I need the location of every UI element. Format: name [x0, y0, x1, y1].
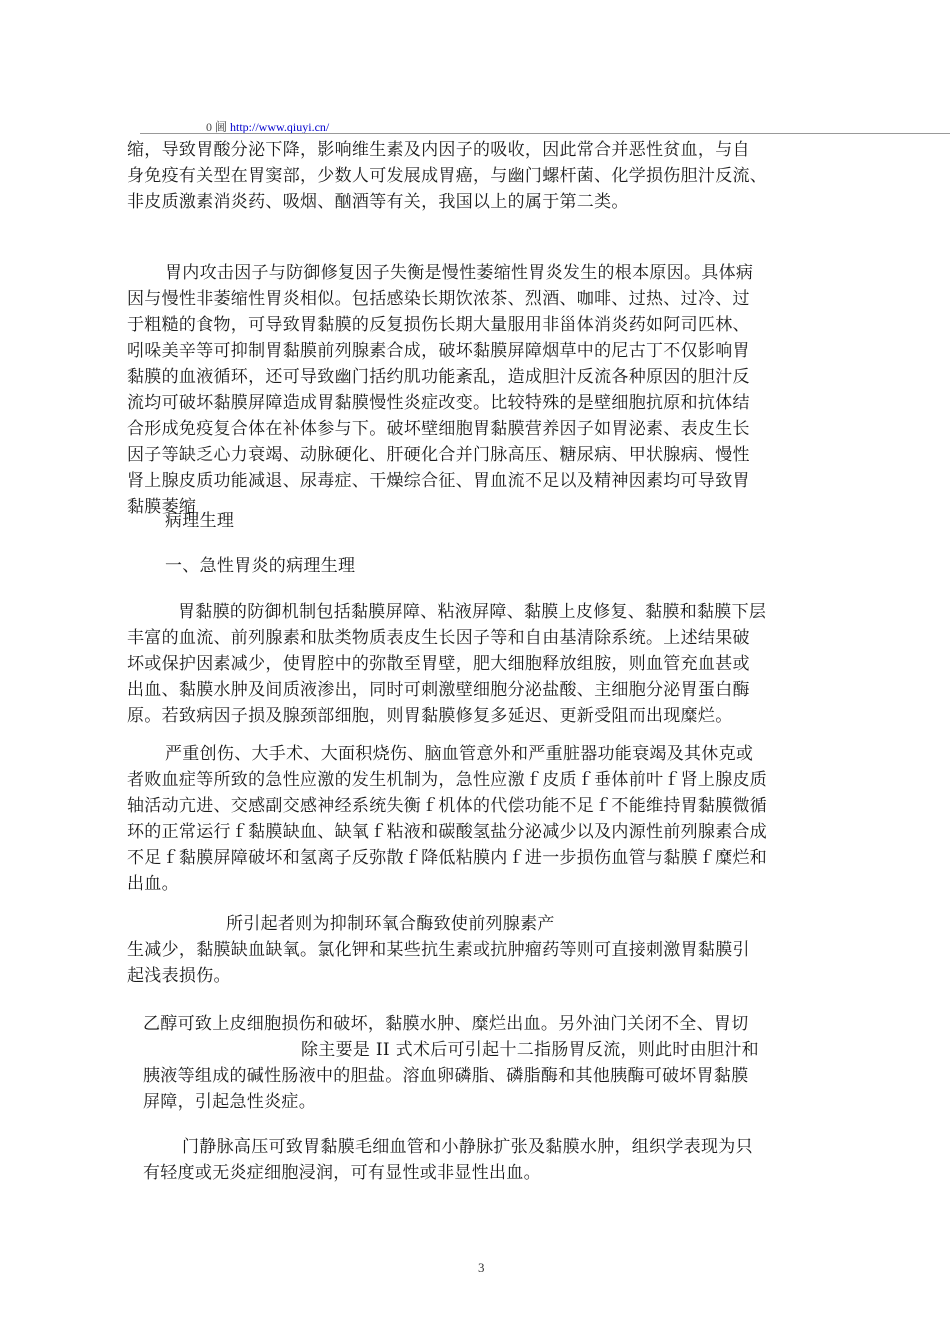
body-line: 胃内攻击因子与防御修复因子失衡是慢性萎缩性胃炎发生的根本原因。具体病 — [165, 263, 754, 283]
body-line: 所引起者则为抑制环氧合酶致使前列腺素产 — [226, 914, 555, 934]
body-line: 轴活动亢进、交感副交感神经系统失衡ｆ机体的代偿功能不足ｆ不能维持胃黏膜微循 — [127, 796, 768, 816]
body-line: 身免疫有关型在胃窦部，少数人可发展成胃癌，与幽门螺杆菌、化学损伤胆汁反流、 — [127, 166, 768, 186]
body-line: 除主要是 II 式术后可引起十二指肠胃反流，则此时由胆汁和 — [301, 1040, 759, 1060]
section-heading: 病理生理 — [165, 511, 235, 531]
body-line: 门静脉高压可致胃黏膜毛细血管和小静脉扩张及黏膜水肿，组织学表现为只 — [182, 1137, 753, 1157]
body-line: 出血、黏膜水肿及间质液渗出，同时可刺激壁细胞分泌盐酸、主细胞分泌胃蛋白酶 — [127, 680, 750, 700]
body-line: 因与慢性非萎缩性胃炎相似。包括感染长期饮浓茶、烈酒、咖啡、过热、过冷、过 — [127, 289, 750, 309]
header-prefix: 0 阃 — [206, 120, 228, 134]
body-line: 者败血症等所致的急性应激的发生机制为，急性应激ｆ皮质ｆ垂体前叶ｆ肾上腺皮质 — [127, 770, 768, 790]
body-line: 乙醇可致上皮细胞损伤和破坏，黏膜水肿、糜烂出血。另外油门关闭不全、胃切 — [143, 1014, 749, 1034]
body-line: 黏膜的血液循环，还可导致幽门括约肌功能紊乱，造成胆汁反流各种原因的胆汁反 — [127, 367, 750, 387]
body-line: 胃黏膜的防御机制包括黏膜屏障、粘液屏障、黏膜上皮修复、黏膜和黏膜下层 — [178, 602, 767, 622]
page-number: 3 — [478, 1260, 485, 1275]
body-line: 坏或保护因素减少，使胃腔中的弥散至胃壁，肥大细胞释放组胺，则血管充血甚或 — [127, 654, 750, 674]
body-line: 黏膜萎缩 — [127, 497, 197, 517]
body-line: 屏障，引起急性炎症。 — [143, 1092, 316, 1112]
subsection-heading: 一、急性胃炎的病理生理 — [165, 556, 356, 576]
body-line: 吲哚美辛等可抑制胃黏膜前列腺素合成，破坏黏膜屏障烟草中的尼古丁不仅影响胃 — [127, 341, 750, 361]
body-line: 流均可破坏黏膜屏障造成胃黏膜慢性炎症改变。比较特殊的是壁细胞抗原和抗体结 — [127, 393, 750, 413]
body-line: 有轻度或无炎症细胞浸润，可有显性或非显性出血。 — [143, 1163, 541, 1183]
body-line: 出血。 — [127, 874, 179, 894]
body-line: 缩，导致胃酸分泌下降，影响维生素及内因子的吸收，因此常合并恶性贫血，与自 — [127, 140, 750, 160]
body-line: 起浅表损伤。 — [127, 966, 231, 986]
body-line: 非皮质激素消炎药、吸烟、酗酒等有关，我国以上的属于第二类。 — [127, 192, 629, 212]
body-line: 生减少，黏膜缺血缺氧。氯化钾和某些抗生素或抗肿瘤药等则可直接刺激胃黏膜引 — [127, 940, 750, 960]
body-line: 肾上腺皮质功能减退、尿毒症、干燥综合征、胃血流不足以及精神因素均可导致胃 — [127, 471, 750, 491]
body-line: 于粗糙的食物，可导致胃黏膜的反复损伤长期大量服用非甾体消炎药如阿司匹林、 — [127, 315, 750, 335]
body-line: 原。若致病因子损及腺颈部细胞，则胃黏膜修复多延迟、更新受阻而出现糜烂。 — [127, 706, 733, 726]
body-line: 环的正常运行ｆ黏膜缺血、缺氧ｆ粘液和碳酸氢盐分泌减少以及内源性前列腺素合成 — [127, 822, 768, 842]
body-line: 丰富的血流、前列腺素和肽类物质表皮生长因子等和自由基清除系统。上述结果破 — [127, 628, 750, 648]
header-divider — [140, 133, 950, 134]
header-url-link[interactable]: http://www.qiuyi.cn/ — [230, 120, 330, 134]
body-line: 因子等缺乏心力衰竭、动脉硬化、肝硬化合并门脉高压、糖尿病、甲状腺病、慢性 — [127, 445, 750, 465]
body-line: 严重创伤、大手术、大面积烧伤、脑血管意外和严重脏器功能衰竭及其休克或 — [165, 744, 754, 764]
body-line: 胰液等组成的碱性肠液中的胆盐。溶血卵磷脂、磷脂酶和其他胰酶可破坏胃黏膜 — [143, 1066, 749, 1086]
body-line: 合形成免疫复合体在补体参与下。破坏壁细胞胃黏膜营养因子如胃泌素、表皮生长 — [127, 419, 750, 439]
body-line: 不足ｆ黏膜屏障破坏和氢离子反弥散ｆ降低粘膜内ｆ进一步损伤血管与黏膜ｆ糜烂和 — [127, 848, 768, 868]
